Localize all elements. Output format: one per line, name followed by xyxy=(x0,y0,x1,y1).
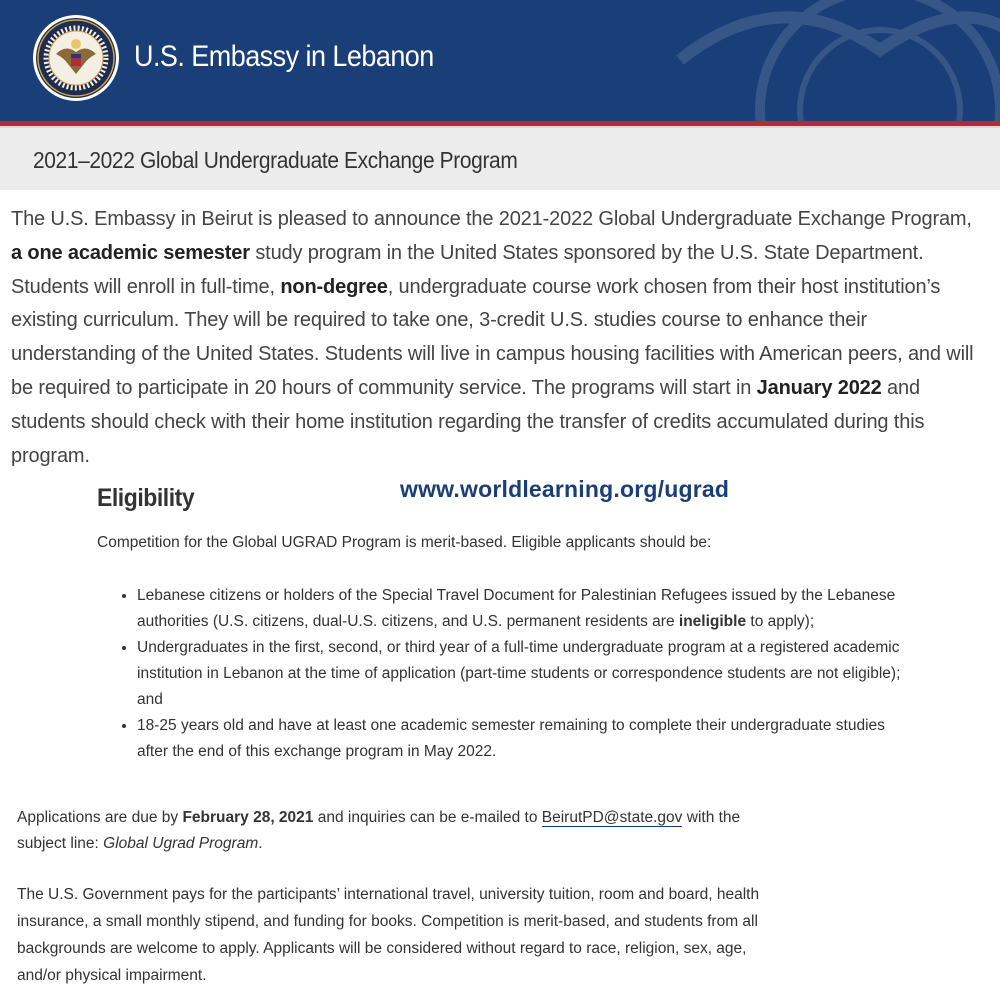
deadline-paragraph xyxy=(17,805,777,857)
intro-text-3: , undergraduate course work chosen from their host institution’s existing curriculum. They will be required to take one, 3-credit U.S. studies course to enhance their understanding of the United States. Students will live in campus housing facilities with American peers, and will be required to participate in 20 hours of community service. The programs will start in xyxy=(11,275,974,399)
list-item xyxy=(137,713,907,765)
eligibility-list xyxy=(97,583,907,765)
deadline-text: and inquiries can be e-mailed to xyxy=(313,809,542,826)
deadline-text: . xyxy=(258,835,263,852)
intro-text-2: study program in the United States sponsored by the U.S. State Department. Students will enroll in full-time, xyxy=(11,241,924,298)
list-item xyxy=(137,635,907,713)
intro-bold-start-date: January 2022 xyxy=(756,376,882,399)
list-item-text: Lebanese citizens or holders of the Special Travel Document for Palestinian Refugees issued by the Lebanese authorities (U.S. citizens, dual-U.S. citizens, and U.S. permanent residents are xyxy=(137,587,896,630)
site-title-link[interactable]: U.S. Embassy in Lebanon xyxy=(134,40,434,73)
ineligible-bold: ineligible xyxy=(678,613,747,630)
list-item-text: to apply); xyxy=(746,613,815,630)
subject-line: Global Ugrad Program xyxy=(103,835,259,852)
intro-paragraph xyxy=(11,203,986,473)
intro-text-1: The U.S. Embassy in Beirut is pleased to announce the 2021-2022 Global Undergraduate Exchange Program, xyxy=(11,208,972,230)
page-title: 2021–2022 Global Undergraduate Exchange Program xyxy=(33,147,518,173)
eagle-watermark-icon xyxy=(620,0,1000,121)
deadline-text: with the subject line: xyxy=(17,809,741,852)
list-item-text: 18-25 years old and have at least one academic semester remaining to complete their undergraduate studies after the end of this exchange program in May 2022. xyxy=(137,717,885,760)
funding-paragraph: The U.S. Government pays for the participants’ international travel, university tuition, room and board, health insurance, a small monthly stipend, and funding for books. Competition is merit-based, and students from all backgrounds are welcome to apply. Applicants will be considered without regard to race, religion, sex, age, and/or physical impairment. xyxy=(17,886,760,984)
intro-bold-semester: a one academic semester xyxy=(11,241,250,264)
page-title-band xyxy=(0,128,1000,190)
deadline-text: Applications are due by xyxy=(17,809,183,826)
list-item-text: Undergraduates in the first, second, or third year of a full-time undergraduate program at a registered academic institution in Lebanon at the time of application (part-time students or correspondence students are not eligible); and xyxy=(137,639,901,708)
intro-bold-non-degree: non-degree xyxy=(280,275,388,298)
deadline-date: February 28, 2021 xyxy=(182,809,314,826)
state-department-seal-logo[interactable] xyxy=(32,14,120,102)
intro-text-4: and students should check with their home institution regarding the transfer of credits accumulated during this program. xyxy=(11,376,925,467)
site-header xyxy=(0,0,1000,121)
worldlearning-link[interactable]: www.worldlearning.org/ugrad xyxy=(400,476,730,502)
eligibility-intro: Competition for the Global UGRAD Program is merit-based. Eligible applicants should be: xyxy=(97,534,712,551)
email-link[interactable]: BeirutPD@state.gov xyxy=(541,809,683,826)
list-item xyxy=(137,583,907,635)
seal-icon xyxy=(32,14,120,102)
eligibility-heading: Eligibility xyxy=(97,484,195,512)
